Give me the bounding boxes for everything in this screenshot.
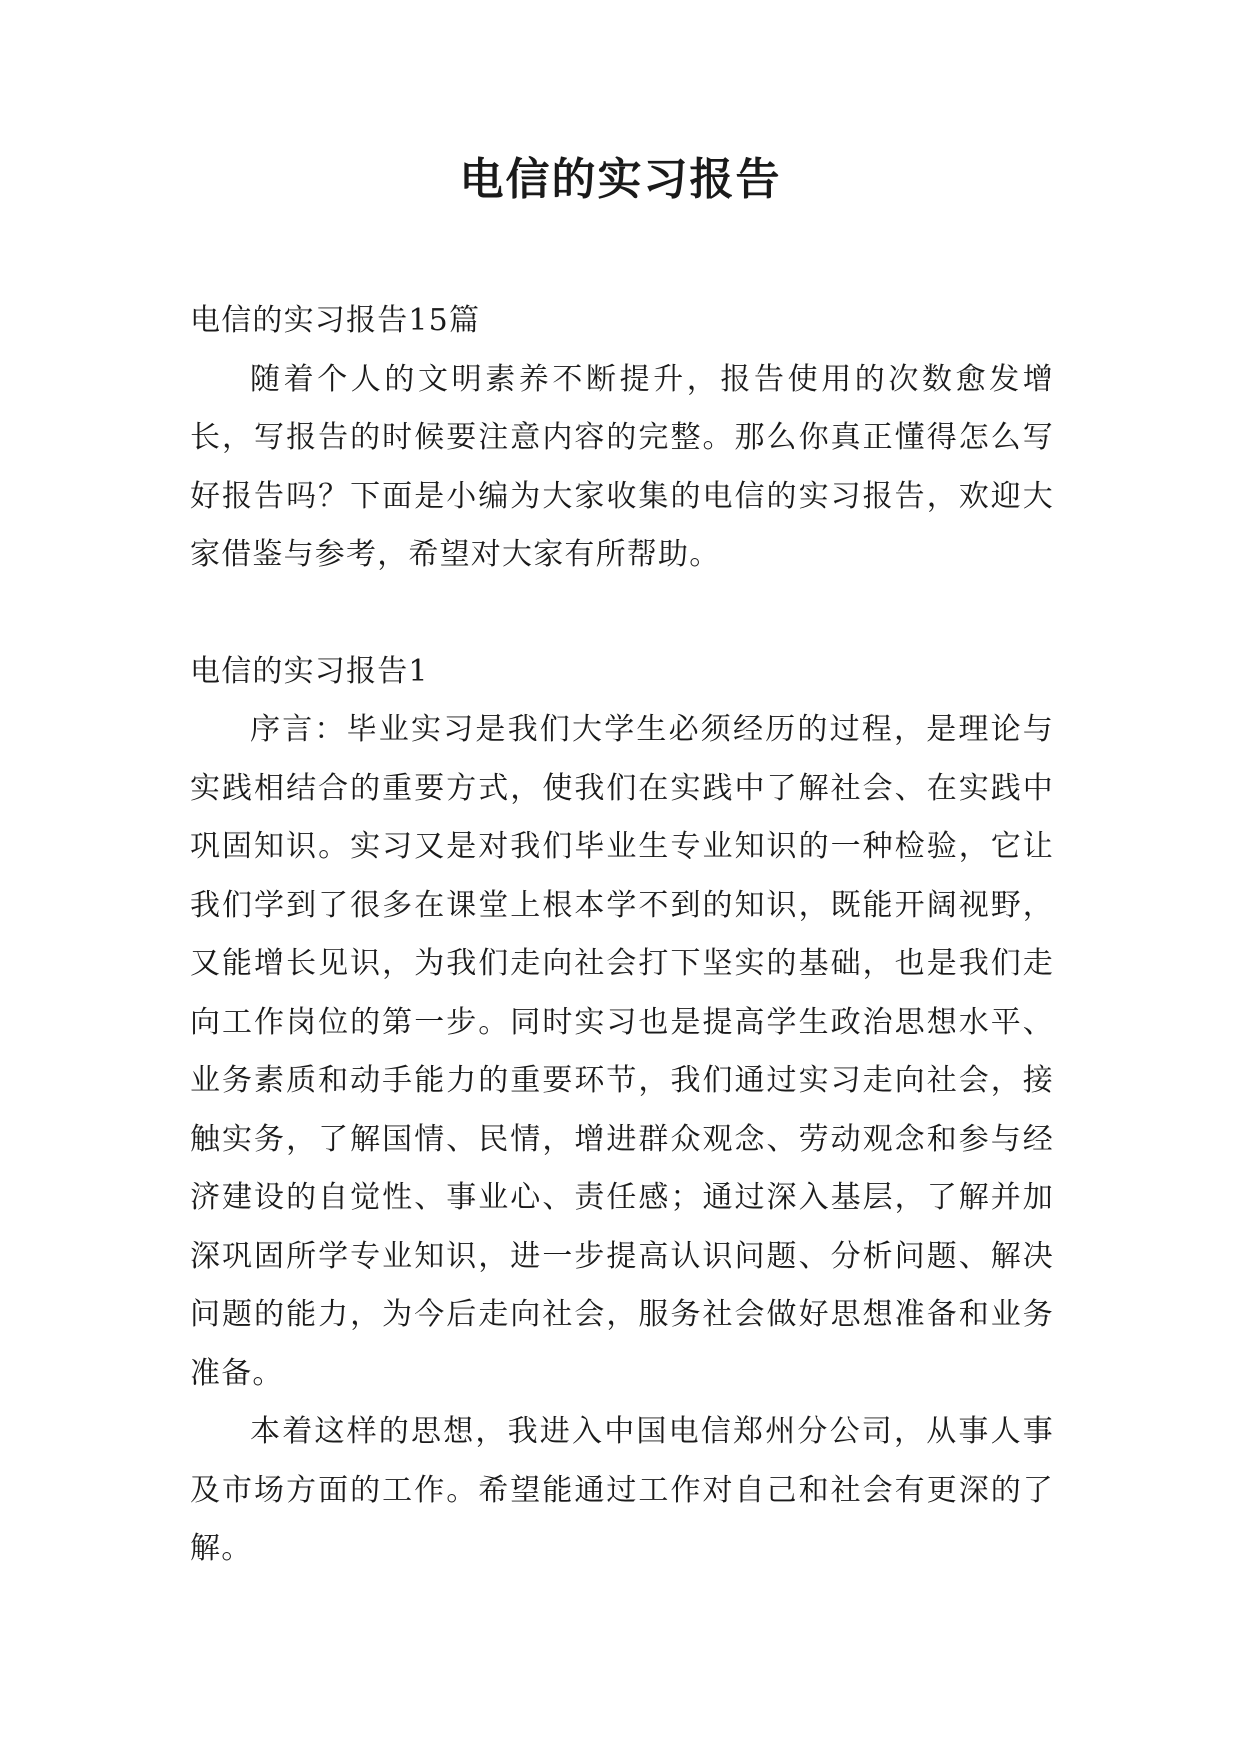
section-heading: 电信的实习报告1 (190, 653, 429, 689)
intro-paragraph: 随着个人的文明素养不断提升，报告使用的次数愈发增长，写报告的时候要注意内容的完整。那么你真正懂得怎么写好报告吗？下面是小编为大家收集的电信的实习报告，欢迎大家借鉴与参考，希望对大家有所帮助。 (190, 361, 1054, 572)
document-title: 电信的实习报告 (459, 154, 782, 205)
document-subtitle: 电信的实习报告15篇 (190, 303, 481, 338)
section-paragraph: 本着这样的思想，我进入中国电信郑州分公司，从事人事及市场方面的工作。希望能通过工作对自己和社会有更深的了解。 (190, 1414, 1054, 1566)
document-body (190, 292, 1054, 1579)
section-spacer (190, 585, 1054, 643)
section-paragraph: 序言：毕业实习是我们大学生必须经历的过程，是理论与实践相结合的重要方式，使我们在实践中了解社会、在实践中巩固知识。实习又是对我们毕业生专业知识的一种检验，它让我们学到了很多在课堂上根本学不到的知识，既能开阔视野，又能增长见识，为我们走向社会打下坚实的基础，也是我们走向工作岗位的第一步。同时实习也是提高学生政治思想水平、业务素质和动手能力的重要环节，我们通过实习走向社会，接触实务，了解国情、民情，增进群众观念、劳动观念和参与经济建设的自觉性、事业心、责任感；通过深入基层，了解并加深巩固所学专业知识，进一步提高认识问题、分析问题、解决问题的能力，为今后走向社会，服务社会做好思想准备和业务准备。 (190, 712, 1054, 1391)
